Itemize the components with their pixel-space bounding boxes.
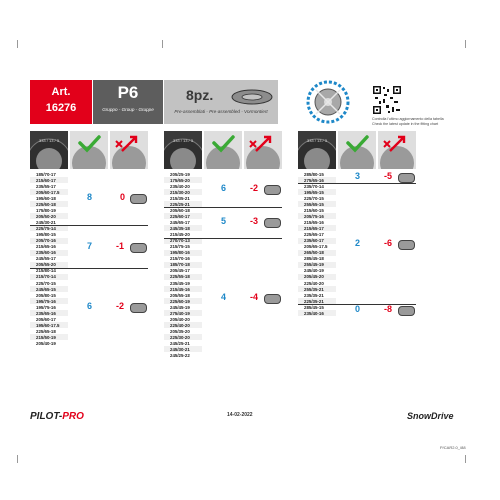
chain-link-icon xyxy=(264,185,281,195)
group-divider xyxy=(298,183,416,184)
chain-link-icon xyxy=(130,303,147,313)
tyre-size: 205/60-18 xyxy=(170,207,190,213)
tyre-size: 255/35-21 xyxy=(304,286,324,292)
tyre-size: 235/35-21 xyxy=(304,292,324,298)
tyre-size: 225/60-18 xyxy=(36,201,56,207)
adjustment-red: 0 xyxy=(120,192,126,203)
tyre-size: 215/45-16 xyxy=(170,286,190,292)
tyre-size: 235/70-14 xyxy=(304,183,324,189)
brand-left-a: PILOT- xyxy=(30,411,63,422)
tyre-size: 195/60-17.5 xyxy=(36,322,60,328)
tyre-size: 245/40-19 xyxy=(304,268,324,274)
tyre-size: 225/75-14 xyxy=(36,226,56,232)
tyre-size: 185/70-18 xyxy=(170,262,190,268)
tyre-size: 195/80-16 xyxy=(170,250,190,256)
tyre-size: 245/35-18 xyxy=(170,226,190,232)
wear-warning-icon xyxy=(244,131,282,169)
tyre-size: 215/65-16 xyxy=(304,220,324,225)
tyre-size: 195/80-15 xyxy=(36,232,56,238)
tyre-size: 215/30-20 xyxy=(170,189,190,195)
tyre-size: 225/65-17 xyxy=(304,232,324,238)
adjustment-green: 3 xyxy=(355,171,361,182)
tyre-size: 245/45-19 xyxy=(170,304,190,310)
tyre-size: 225/40-20 xyxy=(304,280,324,286)
chain-link-icon xyxy=(398,306,415,316)
tyre-size: 275/40-19 xyxy=(170,310,190,316)
group-code: P6 xyxy=(117,83,139,102)
art-label: Art. xyxy=(51,86,71,98)
group-divider xyxy=(30,268,148,269)
crop-mark xyxy=(17,455,18,463)
svg-text:333 / 13 / 3: 333 / 13 / 3 xyxy=(306,138,328,143)
tyre-size: 195/65-15 xyxy=(304,189,324,195)
tyre-size: 235/65-16 xyxy=(36,310,56,316)
chain-link-icon xyxy=(229,84,275,108)
article-block xyxy=(30,80,92,124)
tyre-size: 175/65-20 xyxy=(170,177,190,183)
crop-mark xyxy=(162,40,163,48)
adjustment-green: 5 xyxy=(221,216,227,227)
tyre-size: 235/40-16 xyxy=(304,310,324,316)
tyre-size: 225/30-20 xyxy=(170,334,190,340)
tyre-size: 205/60-17.5 xyxy=(36,189,60,195)
pieces-count: 8pz. xyxy=(186,87,214,103)
tyre-size: 215/35-21 xyxy=(170,195,190,201)
tyre-size: 225/70-15 xyxy=(304,195,324,201)
crop-mark xyxy=(465,455,466,463)
tyre-size: 285/45-18 xyxy=(304,256,324,262)
adjustment-red: -8 xyxy=(384,304,393,315)
tyre-size: 285/80-15 xyxy=(304,171,324,177)
tyre-size: 195/75-16 xyxy=(36,298,56,304)
adjustment-green: 2 xyxy=(355,237,361,248)
tyre-size: 175/80-19 xyxy=(36,207,56,213)
tyre-size: 205/40-19 xyxy=(36,341,56,346)
tyre-size: 215/60-15 xyxy=(304,207,324,213)
adjustment-red: -5 xyxy=(384,171,393,182)
tyre-size: 225/40-20 xyxy=(170,322,190,328)
chain-link-icon xyxy=(398,240,415,250)
tyre-size: 205/55-18 xyxy=(170,292,190,298)
tyre-size: 235/40-20 xyxy=(170,183,190,189)
tyre-size: 255/45-19 xyxy=(304,262,324,268)
tyre-size: 225/60-19 xyxy=(170,298,190,304)
tyre-size: 205/40-20 xyxy=(170,316,190,322)
tyre-size: 235/60-16 xyxy=(36,250,56,256)
adjustment-red: -4 xyxy=(250,292,259,303)
tyre-size: 215/75-15 xyxy=(170,244,190,250)
print-date: 14-02-2022 xyxy=(227,412,253,418)
preassembled-note: Pre-assemblati - Pre-assembled - Vormontiert xyxy=(174,109,268,114)
check-icon xyxy=(204,131,242,169)
tyre-size: 215/65-17 xyxy=(304,226,324,232)
tyre-size: 195/75-16 xyxy=(36,304,56,310)
pilot-pro-logo xyxy=(30,411,84,422)
group-divider xyxy=(30,225,148,226)
tyre-size: 205/70-16 xyxy=(36,238,56,244)
chain-link-icon xyxy=(130,243,147,253)
tyre-size: 205/80-15 xyxy=(36,292,56,298)
tyre-size: 215/80-14 xyxy=(36,268,56,274)
tyre-size: 245/55-17 xyxy=(36,256,56,262)
size-table xyxy=(30,171,148,346)
chain-link-icon xyxy=(264,218,281,228)
tyre-size: 205/45-20 xyxy=(304,274,324,280)
tyre-size: 225/70-15 xyxy=(36,280,56,286)
tyre-size: 205/25-19 xyxy=(170,171,190,177)
tyre-size: 215/70-14 xyxy=(36,274,56,280)
adjustment-red: -6 xyxy=(384,237,393,248)
tyre-size: 235/60-17 xyxy=(304,238,324,244)
group-block xyxy=(93,80,163,124)
adjustment-red: -1 xyxy=(116,240,125,251)
tyre-size: 205/65-17.5 xyxy=(304,244,328,250)
adjustment-green: 0 xyxy=(355,304,361,315)
adjustment-green: 6 xyxy=(221,183,227,194)
tyre-size: 215/50-19 xyxy=(36,334,56,340)
tyre-size: 245/30-21 xyxy=(36,220,56,225)
chain-link-icon xyxy=(398,173,415,183)
wear-warning-icon xyxy=(378,131,416,169)
adjustment-green: 8 xyxy=(87,192,93,203)
tyre-size: 245/65-15 xyxy=(36,286,56,292)
qr-code-icon[interactable] xyxy=(372,85,402,115)
adjustment-red: -2 xyxy=(116,301,125,312)
tyre-size: 205/50-20 xyxy=(36,213,56,219)
pieces-block xyxy=(164,80,278,124)
tyre-size: 205/75-16 xyxy=(304,213,324,219)
tyre-size: 235/45-19 xyxy=(170,280,190,286)
tyre-size: 225/60-17 xyxy=(170,213,190,219)
tyre-size: 225/35-21 xyxy=(304,298,324,304)
adjustment-red: -2 xyxy=(250,183,259,194)
adjustment-green: 6 xyxy=(87,301,93,312)
tyre-size: 215/60-17 xyxy=(36,177,56,183)
tyre-wheel-icon xyxy=(298,131,336,169)
group-divider xyxy=(164,238,282,239)
brand-left-b: PRO xyxy=(62,411,84,422)
svg-text:333 / 13 / 3: 333 / 13 / 3 xyxy=(38,138,60,143)
tyre-size: 245/65-17 xyxy=(170,220,190,225)
tyre-size: 255/65-15 xyxy=(304,201,324,207)
wheel-chain-diagram-icon xyxy=(306,80,350,124)
tyre-size: 270/70-13 xyxy=(170,238,190,244)
tyre-size: 245/25-22 xyxy=(170,353,190,359)
tyre-size: 275/65-16 xyxy=(304,177,324,183)
tyre-size: 285/45-15 xyxy=(304,304,324,310)
tyre-size: 185/70-17 xyxy=(36,171,56,177)
tyre-size: 225/25-21 xyxy=(170,201,190,207)
tyre-size: 225/55-18 xyxy=(170,274,190,280)
group-divider xyxy=(164,207,282,208)
tyre-wheel-icon xyxy=(164,131,202,169)
tyre-size: 245/30-21 xyxy=(170,347,190,353)
adjustment-red: -3 xyxy=(250,216,259,227)
crop-mark xyxy=(17,40,18,48)
tyre-size: 215/45-20 xyxy=(170,232,190,238)
svg-text:333 / 13 / 3: 333 / 13 / 3 xyxy=(172,138,194,143)
group-subtitle: Gruppo - Group - Gruppe xyxy=(102,107,154,112)
document-code: P/CAR2.0_/88 xyxy=(440,445,466,450)
check-icon xyxy=(70,131,108,169)
crop-mark xyxy=(465,40,466,48)
tyre-wheel-icon xyxy=(30,131,68,169)
adjustment-green: 4 xyxy=(221,292,227,303)
tyre-size: 225/65-18 xyxy=(36,328,56,334)
tyre-size: 205/60-17 xyxy=(36,316,56,322)
check-icon xyxy=(338,131,376,169)
snowdrive-logo: SnowDrive xyxy=(407,411,454,421)
qr-caption: Controlla l'ultimo aggiornamento della tabella Check the latest update in the fitting chart xyxy=(372,117,444,126)
size-table xyxy=(298,171,416,316)
tyre-size: 245/25-21 xyxy=(170,341,190,346)
tyre-size: 205/45-17 xyxy=(170,268,190,274)
tyre-size: 215/65-16 xyxy=(36,244,56,250)
chain-link-icon xyxy=(264,294,281,304)
tyre-size: 205/55-20 xyxy=(36,262,56,268)
tyre-size: 215/70-16 xyxy=(170,256,190,262)
chain-link-icon xyxy=(130,194,147,204)
art-number: 16276 xyxy=(45,102,77,114)
adjustment-green: 7 xyxy=(87,240,93,251)
tyre-size: 195/60-18 xyxy=(36,195,56,201)
tyre-size: 265/50-18 xyxy=(304,250,324,256)
size-table xyxy=(164,171,282,359)
tyre-size: 205/35-20 xyxy=(170,328,190,334)
tyre-size: 235/55-17 xyxy=(36,183,56,189)
wear-warning-icon xyxy=(110,131,148,169)
